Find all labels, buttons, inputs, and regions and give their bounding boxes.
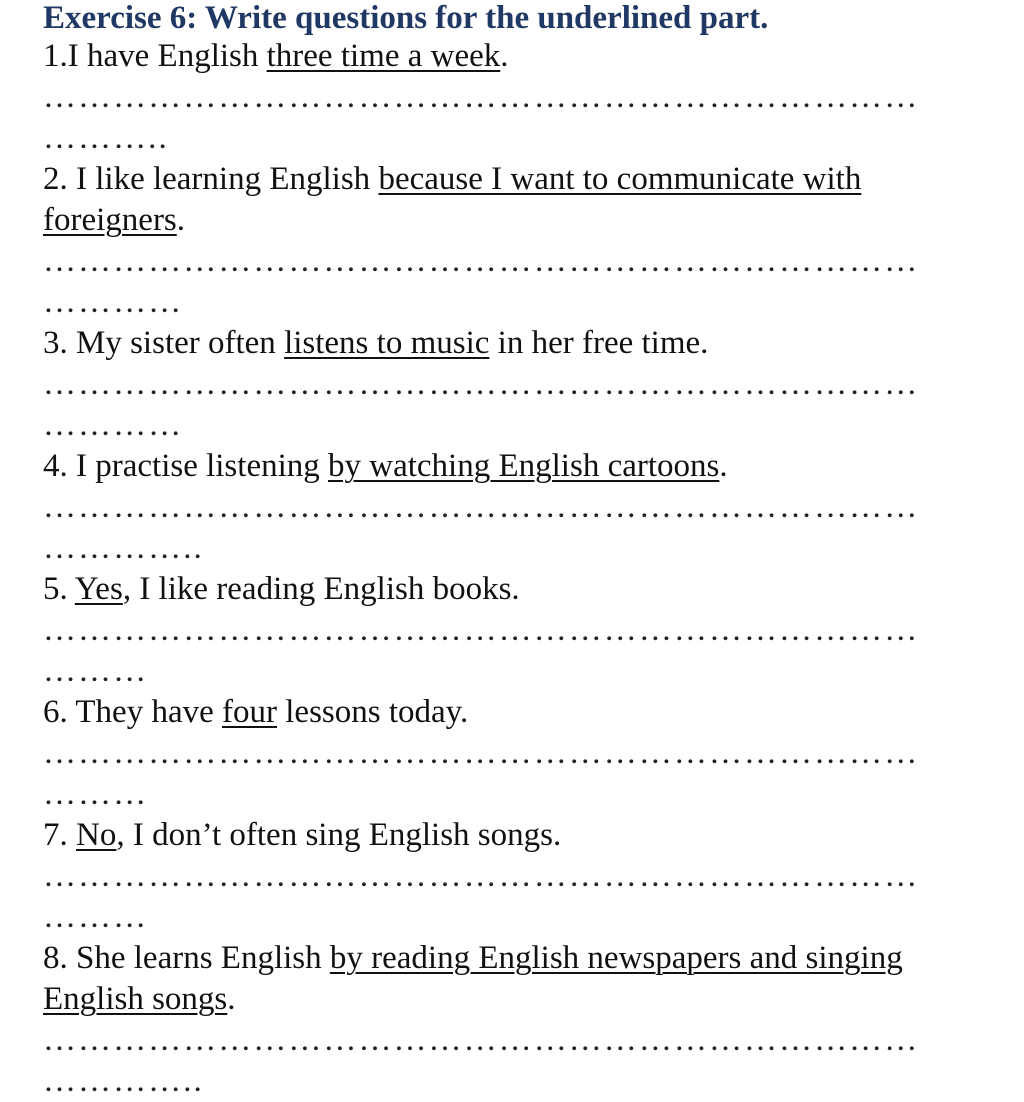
worksheet-page xyxy=(43,0,1003,1102)
question-text: lessons today. xyxy=(277,694,469,730)
answer-line-continuation-4[interactable]: ………….. xyxy=(43,530,204,566)
question-text: 3. My sister often xyxy=(43,325,285,361)
question-text: 6. They have xyxy=(43,694,223,730)
question-8 xyxy=(43,938,1003,1020)
underlined-part: four xyxy=(222,694,277,730)
question-6 xyxy=(43,692,1003,733)
question-1 xyxy=(43,36,1003,77)
question-7 xyxy=(43,815,1003,856)
underlined-part: listens to music xyxy=(284,325,490,361)
answer-line-4[interactable]: ………………………………………………………………… xyxy=(43,489,920,525)
underlined-part: No xyxy=(76,817,117,853)
answer-line-1[interactable]: ………………………………………………………………… xyxy=(43,79,920,115)
question-text: 4. I practise listening xyxy=(43,448,329,484)
answer-line-continuation-2[interactable]: ………… xyxy=(43,284,184,320)
question-text: . xyxy=(719,448,728,484)
answer-line-8[interactable]: ………………………………………………………………… xyxy=(43,1022,920,1058)
answer-line-continuation-1[interactable]: ……….. xyxy=(43,120,169,156)
question-text: . xyxy=(227,981,236,1017)
answer-line-6[interactable]: ………………………………………………………………… xyxy=(43,735,920,771)
question-4 xyxy=(43,446,1003,487)
question-text: 5. xyxy=(43,571,75,607)
answer-line-continuation-3[interactable]: ………… xyxy=(43,407,184,443)
question-3 xyxy=(43,323,1003,364)
answer-line-3[interactable]: ………………………………………………………………… xyxy=(43,366,920,402)
question-text: 1.I have English xyxy=(43,38,267,74)
underlined-part: Yes xyxy=(74,571,123,607)
answer-line-continuation-6[interactable]: ……… xyxy=(43,776,149,812)
question-text: . xyxy=(176,202,186,238)
question-text: in her free time. xyxy=(489,325,709,361)
underlined-part: three time a week xyxy=(266,38,501,74)
question-text: , I like reading English books. xyxy=(122,571,520,607)
question-2 xyxy=(43,159,1003,241)
underlined-part: by reading English newspapers and singing English songs xyxy=(43,940,903,1017)
answer-line-7[interactable]: ………………………………………………………………… xyxy=(43,858,920,894)
question-5 xyxy=(43,569,1003,610)
exercise-heading: Exercise 6: Write questions for the underlined part. xyxy=(43,0,769,36)
answer-line-continuation-8[interactable]: ………….. xyxy=(43,1063,204,1099)
underlined-part: by watching English cartoons xyxy=(328,448,720,484)
answer-line-continuation-7[interactable]: ……… xyxy=(43,899,149,935)
question-text: 7. xyxy=(43,817,76,853)
question-text: , I don’t often sing English songs. xyxy=(116,817,562,853)
answer-line-5[interactable]: ………………………………………………………………… xyxy=(43,612,920,648)
answer-line-continuation-5[interactable]: ……… xyxy=(43,653,149,689)
question-list xyxy=(43,36,1003,1102)
answer-line-2[interactable]: ………………………………………………………………… xyxy=(43,243,920,279)
underlined-part: because I want to communicate with foreigners xyxy=(43,161,862,238)
question-text: 2. I like learning English xyxy=(43,161,379,197)
question-text: 8. She learns English xyxy=(43,940,330,976)
question-text: . xyxy=(500,38,509,74)
